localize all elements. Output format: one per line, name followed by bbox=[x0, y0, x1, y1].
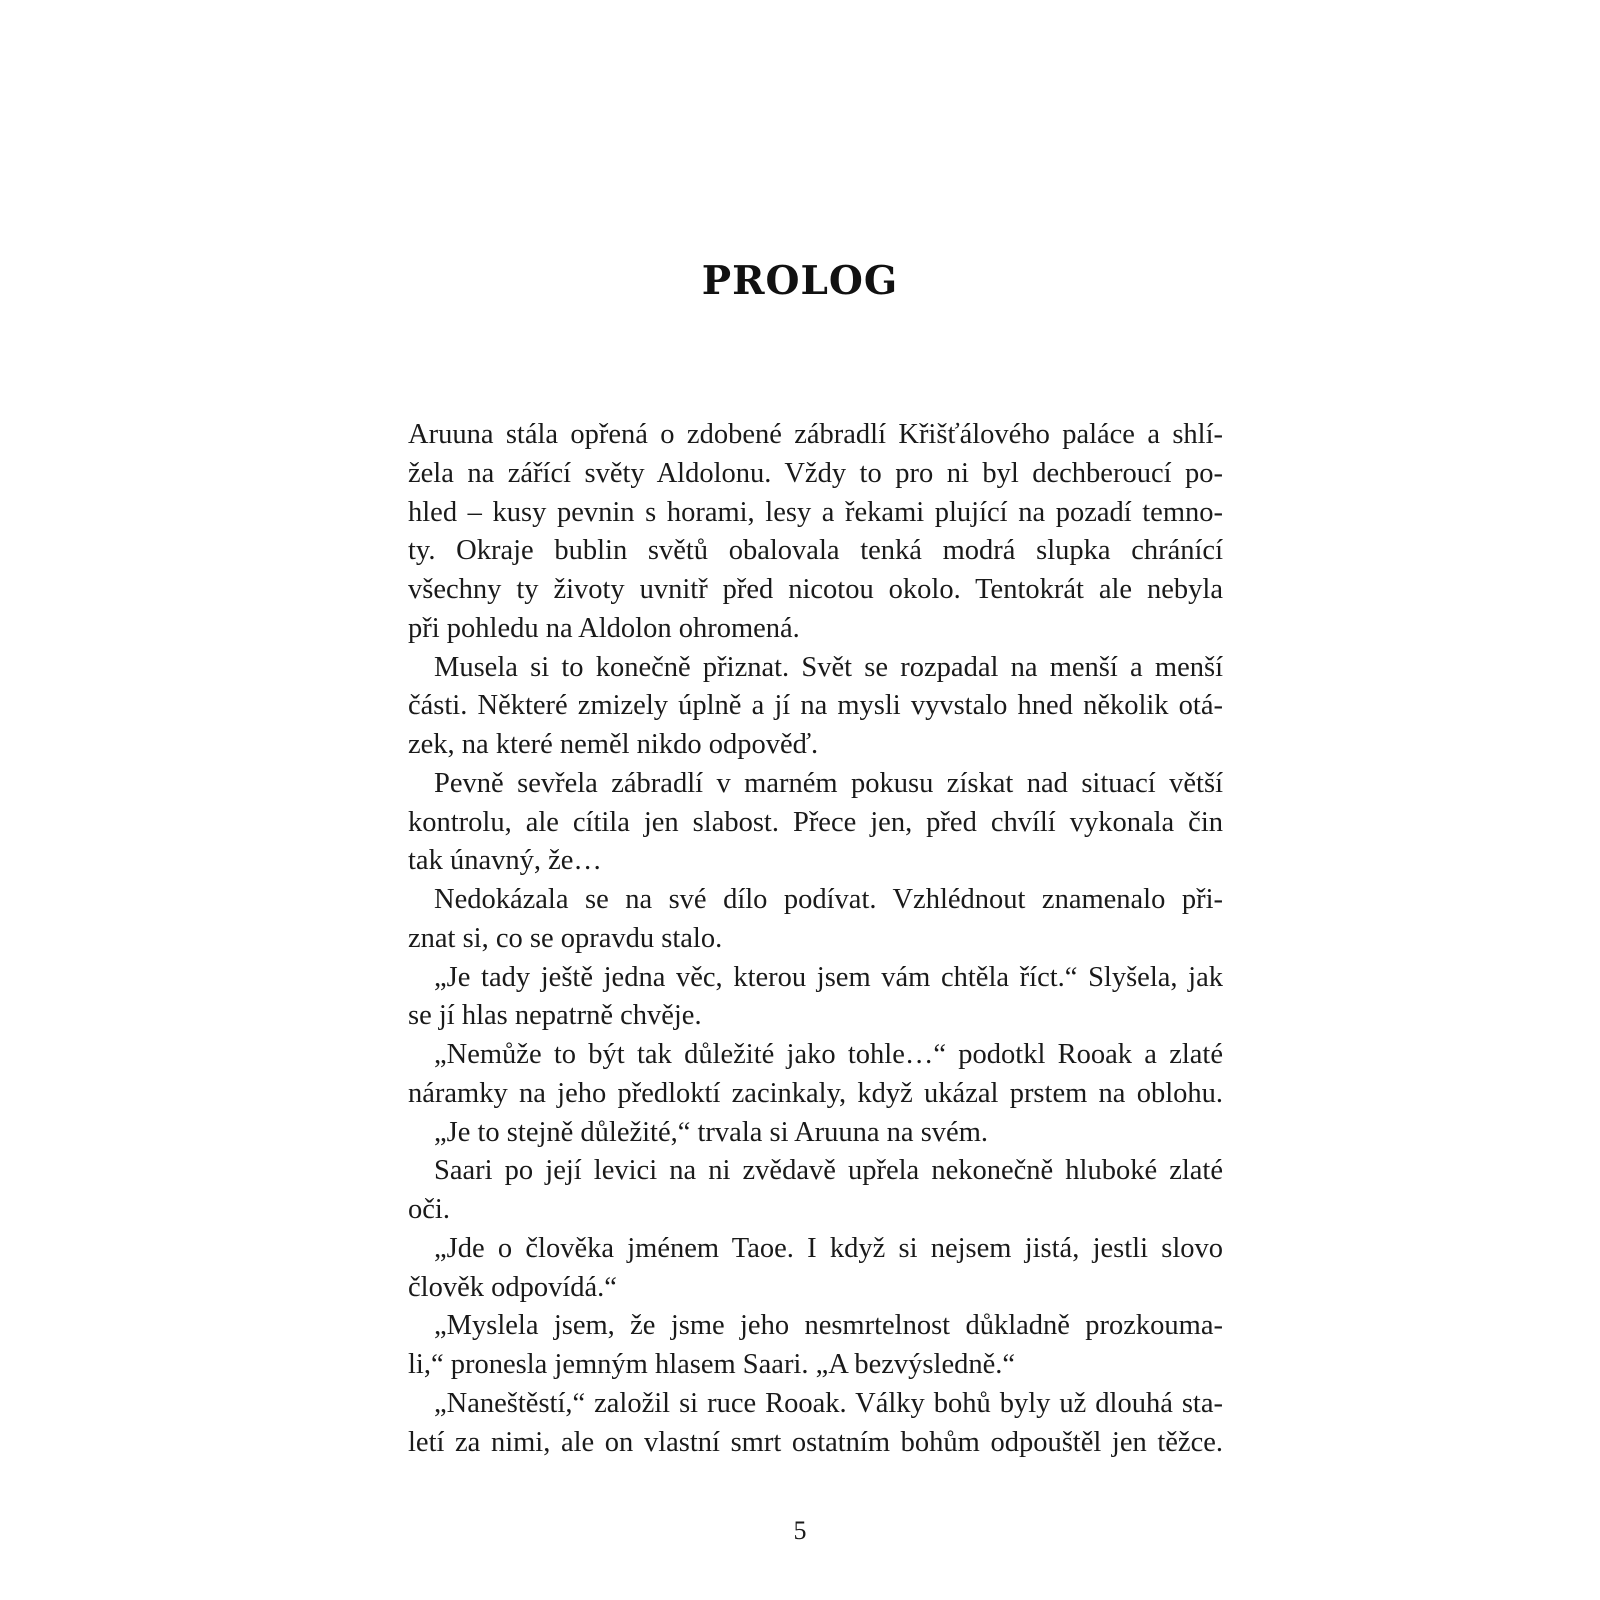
text-line: náramky na jeho předloktí zacinkaly, když ukázal prstem na oblohu. bbox=[408, 1077, 1223, 1109]
text-line: Aruuna stála opřená o zdobené zábradlí Křišťálového paláce a shlí- bbox=[408, 419, 1223, 450]
text-line: „Je tady ještě jedna věc, kterou jsem vám chtěla říct.“ Slyšela, jak bbox=[434, 961, 1223, 993]
text-line: všechny ty životy uvnitř před nicotou okolo. Tentokrát ale nebyla bbox=[408, 574, 1223, 605]
text-line: při pohledu na Aldolon ohromená. bbox=[408, 612, 800, 644]
text-line: kontrolu, ale cítila jen slabost. Přece jen, před chvílí vykonala čin bbox=[408, 806, 1223, 838]
text-line: ty. Okraje bublin světů obalovala tenká modrá slupka chránící bbox=[408, 535, 1223, 567]
text-line: Musela si to konečně přiznat. Svět se rozpadal na menší a menší bbox=[434, 651, 1223, 683]
text-line: hled – kusy pevnin s horami, lesy a řekami plující na pozadí temno- bbox=[408, 496, 1223, 528]
text-line: „Naneštěstí,“ založil si ruce Rooak. Války bohů byly už dlouhá sta- bbox=[434, 1387, 1223, 1419]
text-line: Pevně sevřela zábradlí v marném pokusu získat nad situací větší bbox=[434, 767, 1223, 799]
text-line: „Nemůže to být tak důležité jako tohle…“ podotkl Rooak a zlaté bbox=[434, 1039, 1223, 1070]
text-line: „Jde o člověka jménem Taoe. I když si nejsem jistá, jestli slovo bbox=[434, 1232, 1223, 1264]
text-line: zek, na které neměl nikdo odpověď. bbox=[408, 729, 819, 760]
text-line: znat si, co se opravdu stalo. bbox=[408, 922, 723, 954]
text-line: člověk odpovídá.“ bbox=[408, 1271, 617, 1303]
text-line: tak únavný, že… bbox=[408, 845, 602, 877]
body-text bbox=[408, 416, 1223, 1462]
text-line: li,“ pronesla jemným hlasem Saari. „A bezvýsledně.“ bbox=[408, 1349, 1016, 1380]
text-line: Nedokázala se na své dílo podívat. Vzhlédnout znamenalo při- bbox=[434, 884, 1223, 915]
text-line: letí za nimi, ale on vlastní smrt ostatním bohům odpouštěl jen těžce. bbox=[408, 1426, 1223, 1458]
page-number: 5 bbox=[793, 1516, 807, 1545]
chapter-title: PROLOG bbox=[701, 258, 899, 304]
text-line: žela na zářící světy Aldolonu. Vždy to pro ni byl dechberoucí po- bbox=[408, 457, 1223, 489]
text-line: „Myslela jsem, že jsme jeho nesmrtelnost důkladně prozkouma- bbox=[434, 1310, 1223, 1342]
text-line: části. Některé zmizely úplně a jí na mysli vyvstalo hned několik otá- bbox=[408, 690, 1223, 722]
text-line: „Je to stejně důležité,“ trvala si Aruuna na svém. bbox=[434, 1116, 988, 1148]
text-line: oči. bbox=[408, 1194, 450, 1225]
text-line: se jí hlas nepatrně chvěje. bbox=[408, 1000, 702, 1032]
text-line: Saari po její levici na ni zvědavě upřela nekonečně hluboké zlaté bbox=[434, 1155, 1223, 1187]
